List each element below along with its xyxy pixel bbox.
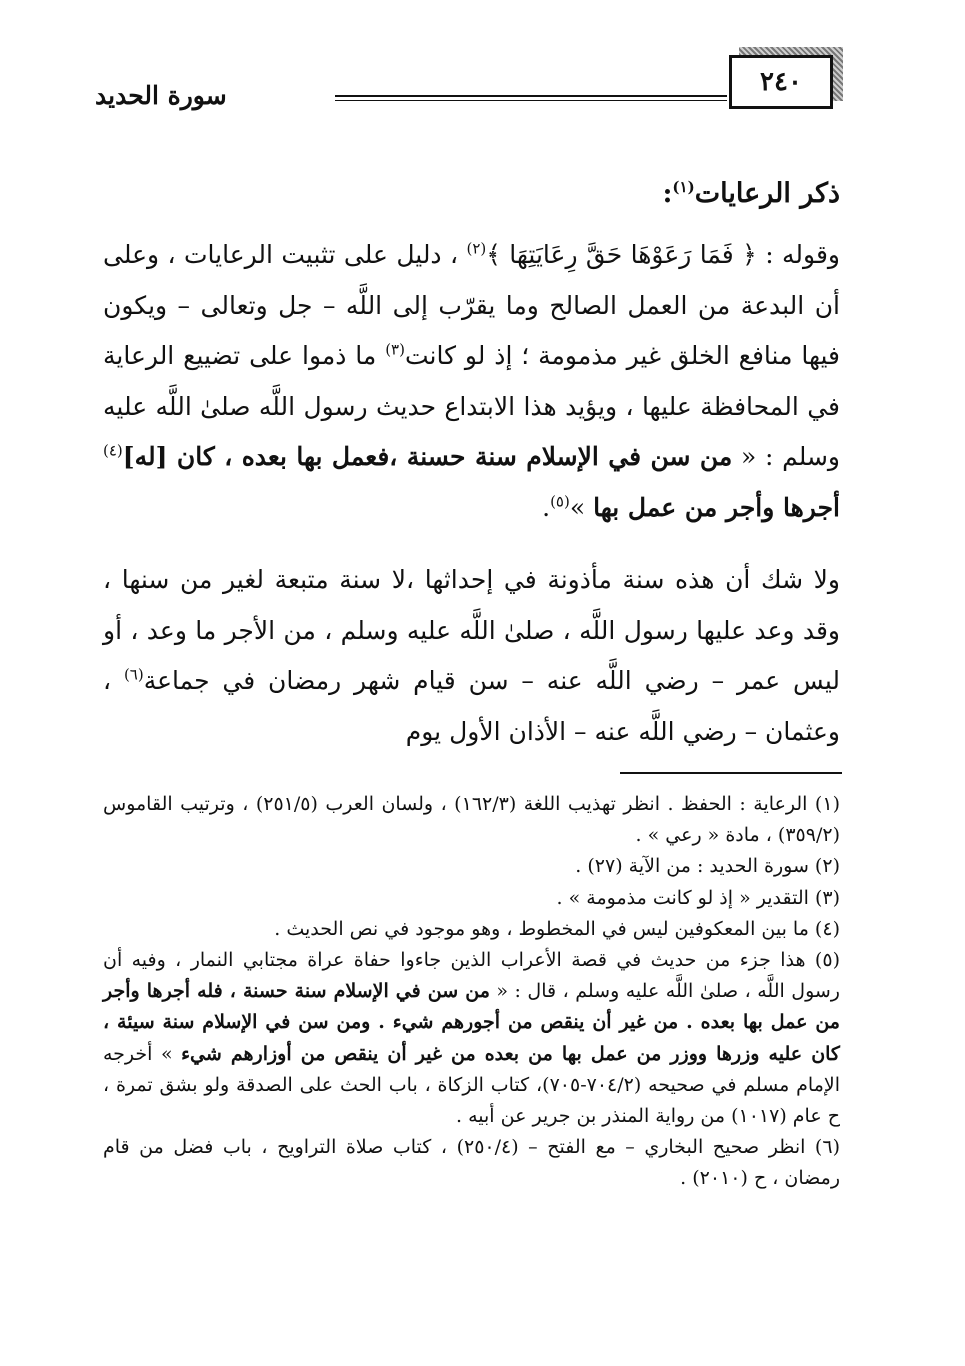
- footnote-ref[interactable]: (٤): [103, 441, 123, 460]
- footnotes: [103, 789, 840, 1195]
- footnote-2: (٢) سورة الحديد : من الآية (٢٧) .: [575, 855, 840, 878]
- footnote-5-intro: (٥) هذا جزء من حديث في قصة الأعراب الذين جاءوا حفاة عراة مجتابي النمار ، وفيه أن رسول اللَّه ، صلىٰ اللَّه عليه وسلم ، قال : «: [103, 949, 840, 1003]
- footnote-ref[interactable]: (١): [672, 178, 695, 196]
- p2-text: ولا شك أن هذه سنة مأذونة في إحداثها ،لا سنة متبعة لغير من سنها ، وقد وعد عليها رسول اللَّه ، صلىٰ اللَّه عليه وسلم ، من الأجر ما وعد ، أو ليس عمر – رضي اللَّه عنه – سن قيام شهر رمضان في جماعة: [103, 565, 840, 695]
- p2-text-cont: ، وعثمان – رضي اللَّه عنه – الأذان الأول يوم: [103, 666, 840, 746]
- footnote-1: (١) الرعاية : الحفظ . انظر تهذيب اللغة (١٦٢/٣) ، ولسان العرب (٢٥١/٥) ، وترتيب القاموس (٣٥٩/٢) ، مادة « رعي » .: [103, 793, 840, 847]
- header-rule: [335, 95, 727, 101]
- paragraph-2: [103, 555, 840, 757]
- footnote-6: (٦) انظر صحيح البخاري – مع الفتح – (٢٥٠/٤) ، كتاب صلاة التراويح ، باب فضل من قام رمضان ، ح (٢٠١٠) .: [103, 1136, 840, 1190]
- page-number: ٢٤٠: [729, 55, 833, 109]
- footnote-5: [103, 945, 840, 1132]
- footnote-separator: [620, 772, 842, 774]
- footnote-ref[interactable]: (٣): [385, 340, 405, 359]
- heading-colon: :: [662, 178, 673, 209]
- quote-close: »: [569, 492, 586, 522]
- footnote-ref[interactable]: (٦): [123, 665, 144, 684]
- footnote-5-hadith: من سن في الإسلام سنة حسنة ، فله أجرها وأجر من عمل بها بعده . من غير أن ينقص من أجورهم شيء . ومن سن في الإسلام سنة سيئة ، كان عليه وزرها ووزر من عمل بها من بعده من غير أن ينقص من أوزارهم شيء: [103, 980, 840, 1065]
- p1-text-cont: ما ذموا على تضييع الرعاية في المحافظة عليها ، ويؤيد هذا الابتداع حديث رسول اللَّه صلىٰ اللَّه عليه وسلم : «: [103, 341, 841, 471]
- footnote-4: (٤) ما بين المعكوفين ليس في المخطوط ، وهو موجود في نص الحديث .: [274, 917, 840, 940]
- paragraph-1: [103, 230, 840, 533]
- page-number-box: [729, 55, 833, 109]
- section-heading: [103, 170, 840, 218]
- footnote-ref[interactable]: (٢): [466, 239, 487, 258]
- running-title: سورة الحديد: [95, 81, 227, 110]
- footnote-3: (٣) التقدير « إذ لو كانت مذمومة » .: [556, 886, 840, 909]
- period: .: [542, 492, 551, 522]
- p1-quran-quote: وقوله : ﴿ فَمَا رَعَوْهَا حَقَّ رِعَايَتِهَا ﴾: [486, 240, 840, 269]
- heading-text: ذكر الرعايات: [694, 178, 840, 209]
- footnote-5-source: » أخرجه الإمام مسلم في صحيحه (٧٠٤/٢-٧٠٥)، كتاب الزكاة ، باب الحث على الصدقة ولو بشق تمرة ، ح عام (١٠١٧) من رواية المنذر بن جرير عن أبيه .: [103, 1042, 840, 1128]
- footnote-ref[interactable]: (٥): [550, 492, 570, 511]
- p1-text: ، دليل على تثبيت الرعايات ، وعلى أن البدعة من العمل الصالح وما يقرّب إلى اللَّه – جل وتعالى – ويكون فيها منافع الخلق غير مذمومة ؛ إذ لو كانت: [103, 240, 840, 370]
- hadith-text-end: أجرها وأجر من عمل بها: [593, 492, 840, 522]
- main-text: [103, 170, 840, 757]
- hadith-text: من سن في الإسلام سنة حسنة ،فعمل بها بعده ، كان [له]: [122, 442, 733, 471]
- page-header: [95, 55, 833, 115]
